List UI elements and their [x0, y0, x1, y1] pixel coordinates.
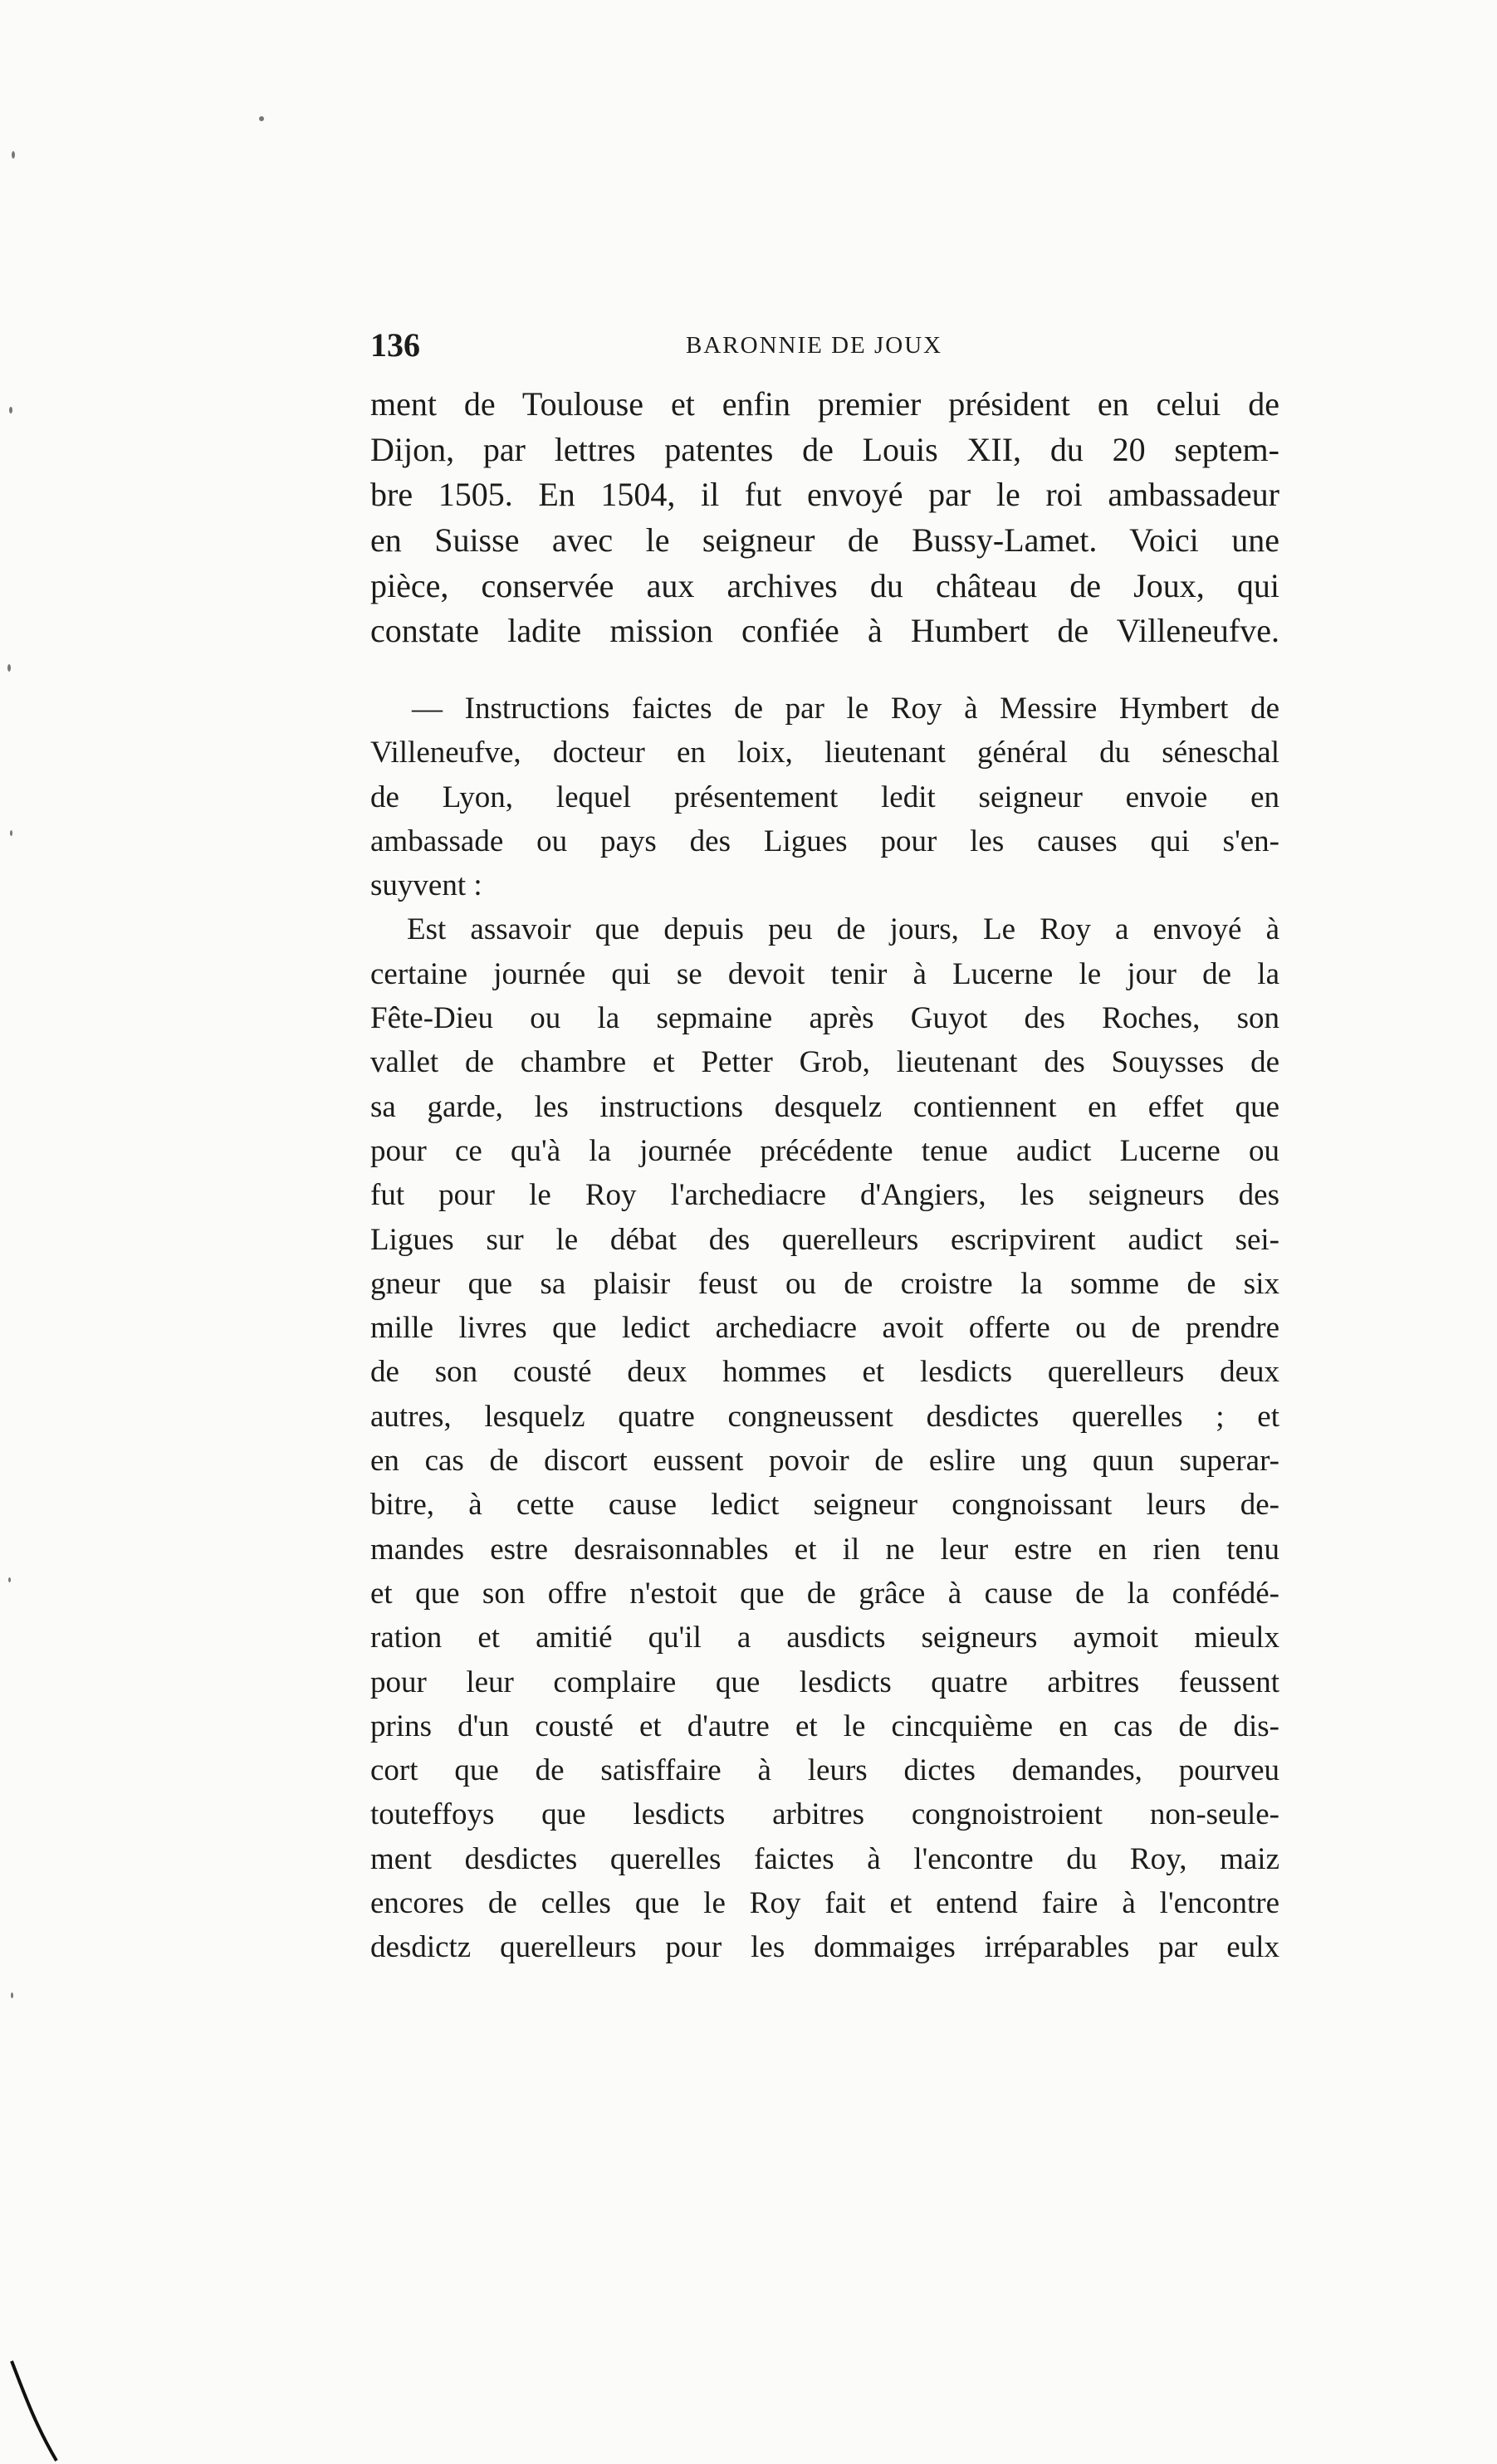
- running-title: BARONNIE DE JOUX: [686, 332, 943, 359]
- text-line: mille livres que ledict archediacre avoit offerte ou de prendre: [370, 1311, 1279, 1346]
- text-line: et que son offre n'estoit que de grâce à cause de la confédé-: [370, 1576, 1279, 1611]
- text-line: en Suisse avec le seigneur de Bussy-Lamet. Voici une: [370, 521, 1279, 560]
- text-line: encores de celles que le Roy fait et entend faire à l'encontre: [370, 1886, 1279, 1921]
- text-line: Fête-Dieu ou la sepmaine après Guyot des Roches, son: [370, 1001, 1279, 1036]
- scan-speck: [11, 1992, 13, 1998]
- text-line: certaine journée qui se devoit tenir à Lucerne le jour de la: [370, 956, 1279, 991]
- text-line: pour ce qu'à la journée précédente tenue audict Lucerne ou: [370, 1133, 1279, 1168]
- instructions-quotation: [370, 687, 1279, 1970]
- page-number: 136: [370, 326, 420, 364]
- text-line: — Instructions faictes de par le Roy à Messire Hymbert de: [412, 692, 1279, 726]
- scan-stroke: [7, 2358, 65, 2464]
- text-line: Ligues sur le débat des querelleurs escripvirent audict sei-: [370, 1222, 1279, 1257]
- page-header: [370, 325, 1279, 375]
- intro-paragraph: [370, 382, 1279, 654]
- text-line: en cas de discort eussent povoir de eslire ung quun superar-: [370, 1444, 1279, 1479]
- scan-speck: [12, 151, 15, 159]
- scan-speck: [7, 664, 11, 672]
- scan-speck: [9, 407, 12, 413]
- text-line: bre 1505. En 1504, il fut envoyé par le roi ambassadeur: [370, 476, 1279, 514]
- text-line: ambassade ou pays des Ligues pour les causes qui s'en-: [370, 824, 1279, 858]
- scan-speck: [10, 830, 12, 836]
- text-line: touteffoys que lesdicts arbitres congnoistroient non-seule-: [370, 1797, 1279, 1832]
- text-line: constate ladite mission confiée à Humbert de Villeneufve.: [370, 612, 1279, 650]
- text-line: ment de Toulouse et enfin premier président en celui de: [370, 385, 1279, 423]
- text-line: de Lyon, lequel présentement ledit seigneur envoie en: [370, 780, 1279, 814]
- text-line: Dijon, par lettres patentes de Louis XII, du 20 septem-: [370, 430, 1279, 468]
- text-line: pour leur complaire que lesdicts quatre arbitres feussent: [370, 1665, 1279, 1699]
- text-line: bitre, à cette cause ledict seigneur congnoissant leurs de-: [370, 1488, 1279, 1523]
- text-line: ration et amitié qu'il a ausdicts seigneurs aymoit mieulx: [370, 1621, 1279, 1655]
- text-line: Est assavoir que depuis peu de jours, Le Roy a envoyé à: [407, 912, 1279, 947]
- scan-speck: [8, 1577, 11, 1582]
- text-line: suyvent :: [370, 868, 482, 903]
- text-line: de son cousté deux hommes et lesdicts querelleurs deux: [370, 1355, 1279, 1390]
- text-line: prins d'un cousté et d'autre et le cincquième en cas de dis-: [370, 1709, 1279, 1743]
- text-line: cort que de satisffaire à leurs dictes demandes, pourveu: [370, 1753, 1279, 1788]
- text-line: Villeneufve, docteur en loix, lieutenant général du séneschal: [370, 736, 1279, 770]
- text-line: mandes estre desraisonnables et il ne leur estre en rien tenu: [370, 1532, 1279, 1567]
- text-line: desdictz querelleurs pour les dommaiges irréparables par eulx: [370, 1930, 1279, 1965]
- text-line: autres, lesquelz quatre congneussent desdictes querelles ; et: [370, 1399, 1279, 1434]
- text-line: vallet de chambre et Petter Grob, lieutenant des Souysses de: [370, 1045, 1279, 1080]
- text-line: sa garde, les instructions desquelz contiennent en effet que: [370, 1089, 1279, 1124]
- text-line: gneur que sa plaisir feust ou de croistre la somme de six: [370, 1266, 1279, 1301]
- text-line: pièce, conservée aux archives du château de Joux, qui: [370, 566, 1279, 604]
- text-line: fut pour le Roy l'archediacre d'Angiers, les seigneurs des: [370, 1178, 1279, 1213]
- scan-speck: [259, 116, 264, 121]
- text-line: ment desdictes querelles faictes à l'encontre du Roy, maiz: [370, 1841, 1279, 1876]
